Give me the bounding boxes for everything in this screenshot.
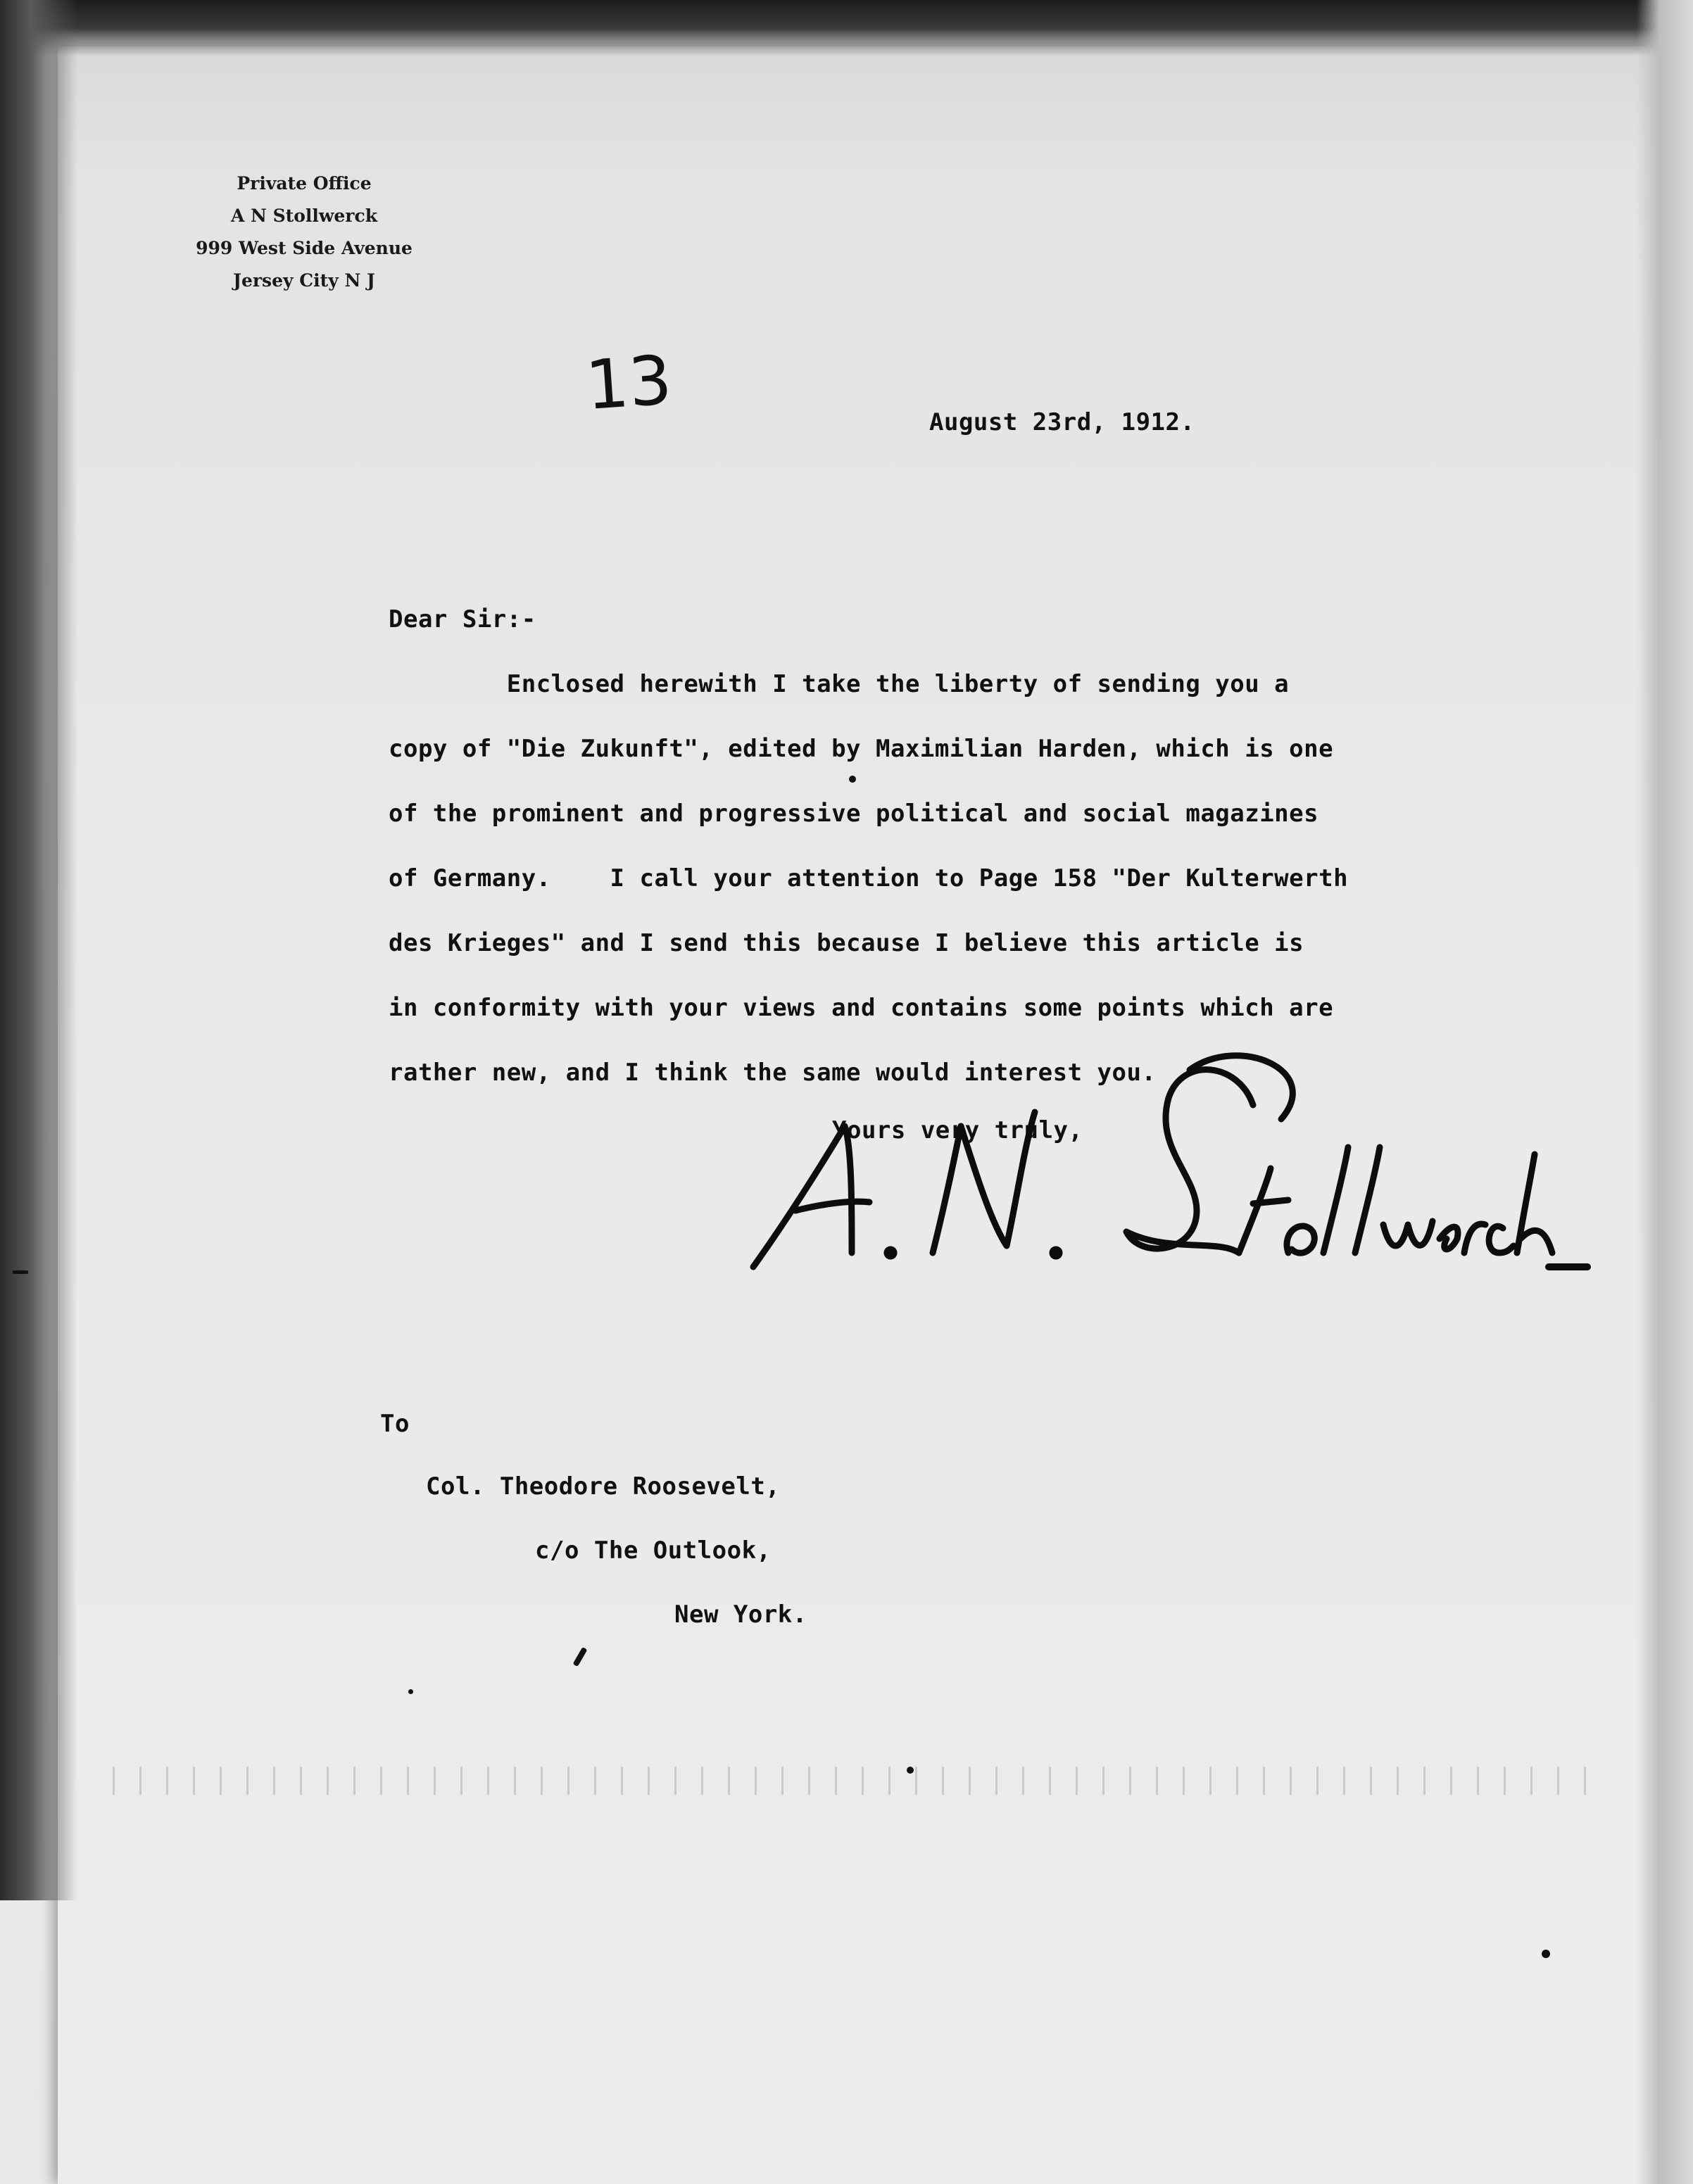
recipient-city: New York. bbox=[674, 1601, 807, 1629]
bleed-through-marks bbox=[113, 1767, 1591, 1795]
speck-mark bbox=[1542, 1950, 1550, 1958]
letterhead-name: A N Stollwerck bbox=[230, 206, 378, 226]
to-label: To bbox=[380, 1410, 410, 1438]
body-line-5: des Krieges" and I send this because I believe this article is bbox=[389, 929, 1304, 957]
speck-mark bbox=[849, 776, 856, 783]
edge-mark bbox=[13, 1270, 28, 1274]
salutation: Dear Sir:- bbox=[389, 605, 536, 633]
scan-left-shadow bbox=[0, 0, 77, 1900]
scan-top-shadow bbox=[0, 0, 1693, 56]
letterhead-office: Private Office bbox=[237, 173, 372, 194]
body-line-1: Enclosed herewith I take the liberty of sending you a bbox=[389, 670, 1290, 698]
body-line-2: copy of "Die Zukunft", edited by Maximilian Harden, which is one bbox=[389, 735, 1334, 763]
body-line-4: of Germany. I call your attention to Page 158 "Der Kulterwerth bbox=[389, 864, 1349, 892]
body-line-7: rather new, and I think the same would interest you. bbox=[389, 1059, 1157, 1087]
handwritten-signature bbox=[746, 1042, 1591, 1295]
letter-date: August 23rd, 1912. bbox=[929, 408, 1195, 436]
handwritten-page-number: 13 bbox=[583, 340, 674, 426]
recipient-name: Col. Theodore Roosevelt, bbox=[426, 1472, 781, 1501]
letterhead-street: 999 West Side Avenue bbox=[196, 238, 413, 258]
closing: Yours very truly, bbox=[832, 1116, 1083, 1144]
speck-mark bbox=[408, 1689, 413, 1694]
body-line-6: in conformity with your views and contains some points which are bbox=[389, 994, 1334, 1022]
letterhead bbox=[184, 168, 424, 297]
recipient-care-of: c/o The Outlook, bbox=[535, 1536, 772, 1565]
scan-right-edge bbox=[1637, 0, 1693, 2184]
speck-mark bbox=[907, 1767, 914, 1774]
body-line-3: of the prominent and progressive political and social magazines bbox=[389, 800, 1319, 828]
letterhead-city: Jersey City N J bbox=[233, 270, 375, 291]
